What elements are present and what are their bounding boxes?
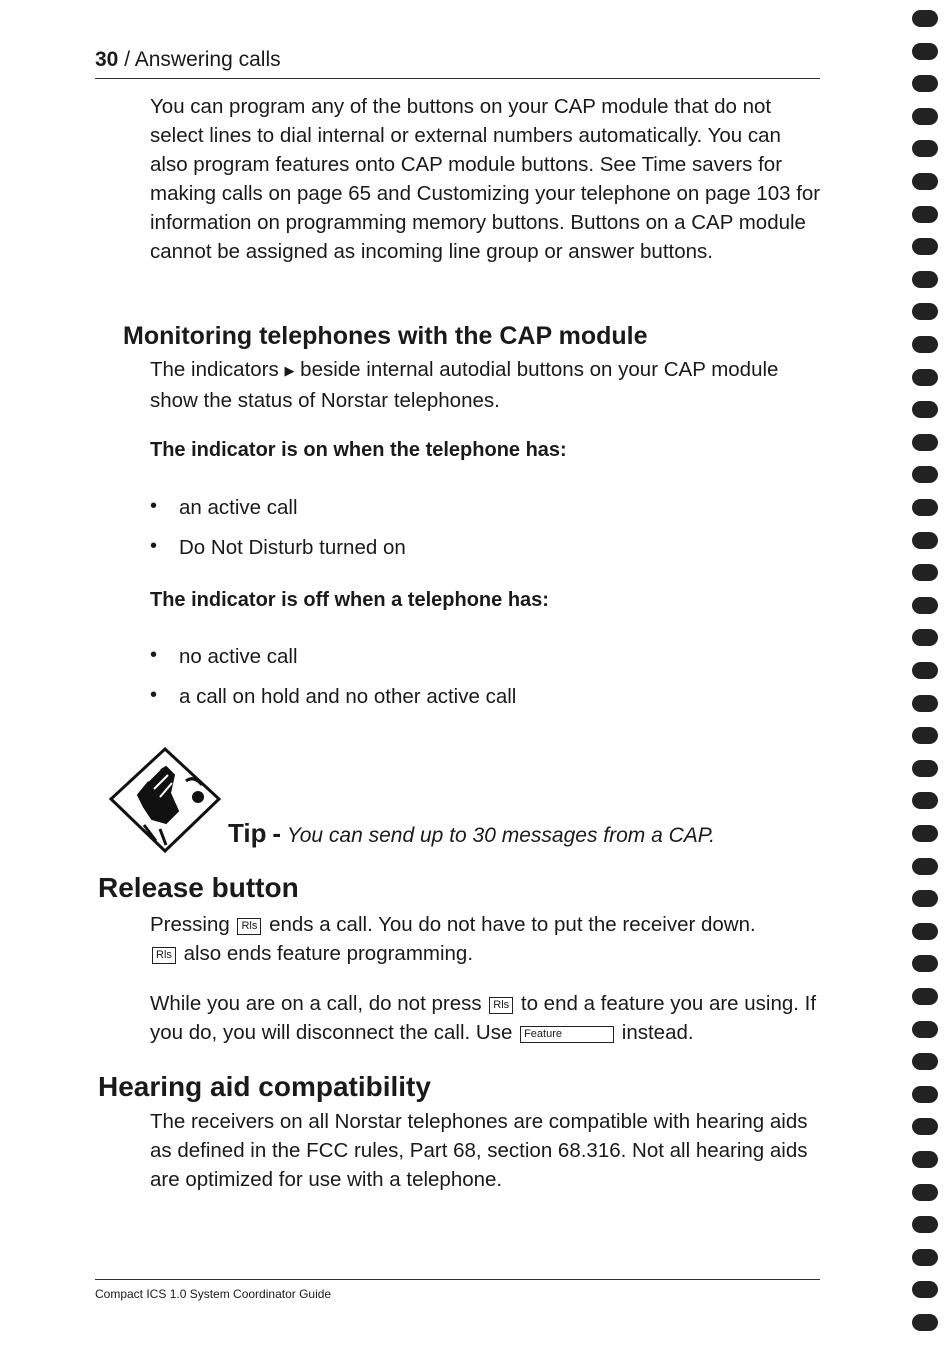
intro-paragraph: You can program any of the buttons on your CAP module that do not select lines to dial internal or external numbers automatically. You can also program features onto CAP module buttons. See Time savers for making calls on page 65 and Customizing your telephone on page 103 for information on programming memory buttons. Buttons on a CAP module cannot be assigned as incoming line group or answer buttons. bbox=[150, 95, 821, 263]
binding-hole bbox=[912, 890, 938, 907]
binding-hole bbox=[912, 1314, 938, 1331]
binding-hole bbox=[912, 140, 938, 157]
binding-hole bbox=[912, 75, 938, 92]
binding-hole bbox=[912, 597, 938, 614]
header-rule bbox=[95, 78, 820, 79]
binding-hole bbox=[912, 434, 938, 451]
binding-hole bbox=[912, 923, 938, 940]
binding-hole bbox=[912, 1053, 938, 1070]
monitoring-heading: Monitoring telephones with the CAP module bbox=[123, 322, 648, 350]
feature-key: Feature bbox=[520, 1026, 614, 1043]
indicator-triangle-icon: ▶ bbox=[284, 363, 295, 378]
bullet-icon: • bbox=[150, 644, 158, 666]
binding-hole bbox=[912, 401, 938, 418]
hand-tip-icon bbox=[108, 745, 223, 860]
binding-hole bbox=[912, 303, 938, 320]
page-number: 30 bbox=[95, 48, 119, 71]
list-item-text: a call on hold and no other active call bbox=[179, 685, 517, 708]
indicator-on-heading: The indicator is on when the telephone has: bbox=[150, 439, 567, 461]
indicator-off-list bbox=[150, 645, 516, 725]
monitoring-text-a: The indicators bbox=[150, 358, 279, 381]
tip-message: You can send up to 30 messages from a CAP. bbox=[286, 824, 715, 847]
tip-dash: - bbox=[272, 818, 282, 848]
binding-hole bbox=[912, 1281, 938, 1298]
binding-hole bbox=[912, 499, 938, 516]
hearing-heading: Hearing aid compatibility bbox=[98, 1071, 431, 1102]
list-item-text: Do Not Disturb turned on bbox=[179, 536, 406, 559]
bullet-icon: • bbox=[150, 495, 158, 517]
binding-hole bbox=[912, 336, 938, 353]
rls-key: Rls bbox=[237, 918, 261, 935]
list-item bbox=[150, 645, 516, 685]
binding-hole bbox=[912, 10, 938, 27]
footer-rule bbox=[95, 1279, 820, 1280]
binding-hole bbox=[912, 727, 938, 744]
binding-hole bbox=[912, 1086, 938, 1103]
list-item bbox=[150, 496, 406, 536]
release-paragraph-2 bbox=[150, 989, 822, 1047]
binding-hole bbox=[912, 629, 938, 646]
release-text-e: to end a feature you are using. If you do, you will disconnect the call. Use bbox=[150, 992, 817, 1044]
binding-hole bbox=[912, 271, 938, 288]
binding-hole bbox=[912, 238, 938, 255]
page-footer: Compact ICS 1.0 System Coordinator Guide bbox=[95, 1287, 332, 1301]
release-text-a: Pressing bbox=[150, 913, 230, 936]
binding-hole bbox=[912, 695, 938, 712]
rls-key: Rls bbox=[152, 947, 176, 964]
binding-hole bbox=[912, 369, 938, 386]
binding-hole bbox=[912, 564, 938, 581]
indicator-on-list bbox=[150, 496, 406, 576]
binding-hole bbox=[912, 1021, 938, 1038]
tip-label: Tip bbox=[228, 818, 267, 848]
binding-hole bbox=[912, 173, 938, 190]
tip-text bbox=[228, 818, 715, 849]
list-item-text: an active call bbox=[179, 496, 298, 519]
binding-hole bbox=[912, 760, 938, 777]
list-item bbox=[150, 685, 516, 725]
page-header bbox=[95, 48, 281, 72]
binding-hole bbox=[912, 858, 938, 875]
binding-hole bbox=[912, 1184, 938, 1201]
binding-hole bbox=[912, 662, 938, 679]
bullet-icon: • bbox=[150, 684, 158, 706]
binding-hole bbox=[912, 825, 938, 842]
binding-hole bbox=[912, 108, 938, 125]
binding-hole bbox=[912, 206, 938, 223]
binding-hole bbox=[912, 1151, 938, 1168]
release-text-c: also ends feature programming. bbox=[183, 942, 474, 965]
hearing-paragraph: The receivers on all Norstar telephones are compatible with hearing aids as defined in the FCC rules, Part 68, section 68.316. Not all hearing aids are optimized for use with a telephone. bbox=[150, 1110, 808, 1191]
binding-hole bbox=[912, 1118, 938, 1135]
list-item-text: no active call bbox=[179, 645, 298, 668]
binding-hole bbox=[912, 532, 938, 549]
binding-hole bbox=[912, 43, 938, 60]
binding-hole bbox=[912, 792, 938, 809]
header-separator: / bbox=[124, 48, 131, 71]
binding-hole bbox=[912, 1216, 938, 1233]
spiral-binding bbox=[908, 0, 950, 1347]
release-text-f: instead. bbox=[621, 1021, 694, 1044]
monitoring-paragraph bbox=[150, 355, 822, 415]
release-text-d: While you are on a call, do not press bbox=[150, 992, 482, 1015]
indicator-off-heading: The indicator is off when a telephone has: bbox=[150, 589, 549, 611]
list-item bbox=[150, 536, 406, 576]
binding-hole bbox=[912, 1249, 938, 1266]
release-paragraph-1 bbox=[150, 910, 822, 968]
section-title: Answering calls bbox=[134, 48, 281, 71]
monitoring-text-b: beside internal autodial buttons on your CAP module show the status of Norstar telephones. bbox=[150, 358, 779, 412]
release-text-b: ends a call. You do not have to put the receiver down. bbox=[269, 913, 756, 936]
release-heading: Release button bbox=[98, 872, 299, 903]
binding-hole bbox=[912, 466, 938, 483]
binding-hole bbox=[912, 955, 938, 972]
rls-key: Rls bbox=[489, 997, 513, 1014]
binding-hole bbox=[912, 988, 938, 1005]
bullet-icon: • bbox=[150, 535, 158, 557]
